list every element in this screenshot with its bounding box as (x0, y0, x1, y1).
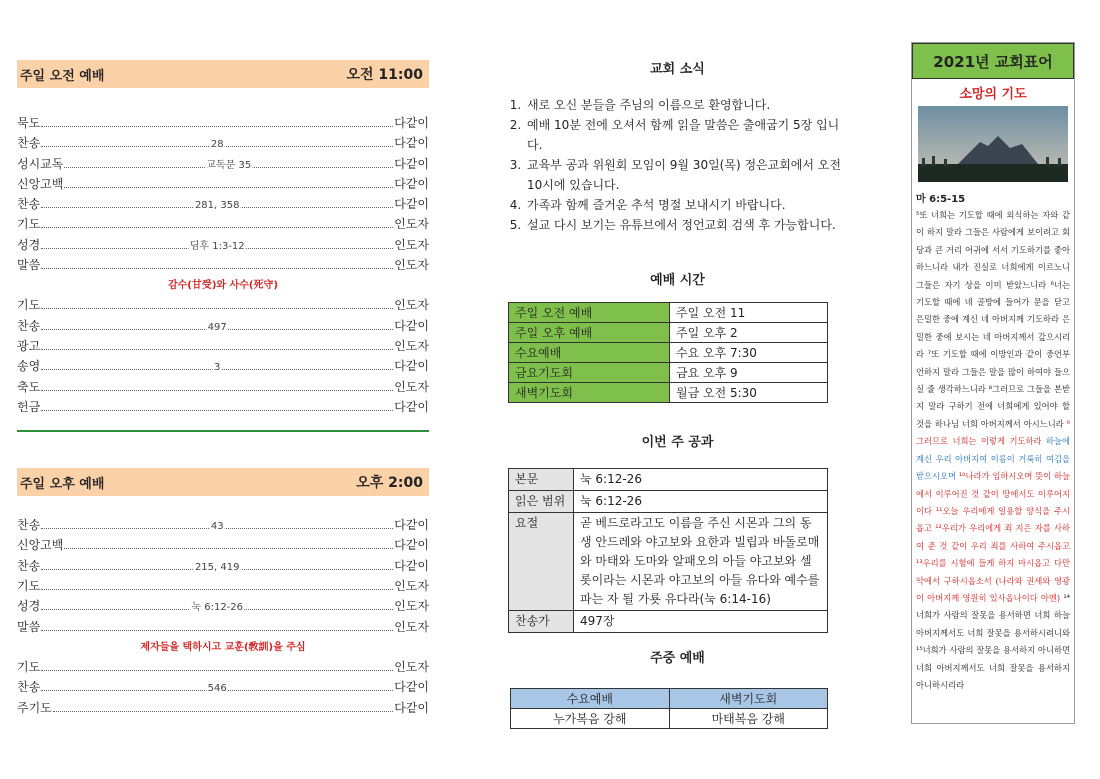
dot-leader (41, 588, 393, 590)
midweek-header-wed: 수요예배 (511, 689, 670, 709)
order-item-name: 찬송 (17, 680, 41, 695)
verse-reference: 마 6:5-15 (916, 194, 966, 205)
verse-segment: ⁹그러므로 너희는 이렇게 기도하라 (916, 418, 1070, 447)
morning-service-time: 오전 11:00 (346, 67, 423, 83)
dot-leader (41, 409, 393, 411)
dot-leader (64, 547, 393, 549)
lesson-value: 눅 6:12-26 (574, 469, 828, 491)
order-row (17, 516, 429, 536)
order-item-leader: 인도자 (394, 258, 429, 273)
order-item-name: 성경 (17, 599, 41, 614)
lesson-row (509, 513, 828, 611)
schedule-time: 금요 오후 9 (670, 363, 828, 383)
lesson-title: 이번 주 공과 (641, 435, 714, 450)
order-row (17, 597, 429, 617)
order-row (17, 678, 429, 698)
order-row (17, 398, 429, 418)
order-item-leader: 다같이 (394, 359, 429, 374)
order-item-detail: 28 (210, 139, 224, 151)
news-item: 1. 새로 오신 분들을 주님의 이름으로 환영합니다. (525, 95, 850, 115)
verse-text (912, 205, 1074, 696)
morning-service-header (17, 60, 429, 88)
order-item-name: 헌금 (17, 399, 41, 414)
schedule-row (509, 363, 828, 383)
news-title: 교회 소식 (650, 62, 705, 77)
news-item: 4. 가족과 함께 즐거운 추석 명절 보내시기 바랍니다. (525, 195, 850, 215)
dot-leader (41, 362, 393, 374)
news-item: 5. 설교 다시 보기는 유튜브에서 정언교회 검색 후 가능합니다. (525, 215, 850, 235)
lesson-label: 요절 (509, 513, 574, 611)
order-item-leader: 다같이 (394, 318, 429, 333)
dot-leader (41, 389, 393, 391)
order-item-detail: 교독문 35 (205, 156, 252, 171)
schedule-time: 수요 오후 7:30 (670, 343, 828, 363)
afternoon-service-time: 오후 2:00 (356, 475, 423, 492)
schedule-service: 금요기도회 (509, 363, 670, 383)
midweek-header-dawn: 새벽기도회 (669, 689, 828, 709)
dot-leader (41, 200, 393, 212)
order-item-leader: 인도자 (394, 599, 429, 614)
schedule-service: 수요예배 (509, 343, 670, 363)
lesson-row (509, 611, 828, 633)
order-item-name: 신앙고백 (17, 176, 64, 191)
order-item-leader: 인도자 (394, 217, 429, 232)
order-item-name: 찬송 (17, 136, 41, 151)
news-item: 3. 교육부 공과 위원회 모임이 9월 30일(목) 정은교회에서 오전 10시에 있습니다. (525, 155, 850, 195)
schedule-service: 주일 오후 예배 (509, 323, 670, 343)
order-item-name: 찬송 (17, 518, 41, 533)
order-item-name: 기도 (17, 217, 41, 232)
lesson-label: 본문 (509, 469, 574, 491)
morning-order-list-2 (17, 296, 429, 418)
order-row (17, 378, 429, 398)
dot-leader (41, 307, 393, 309)
order-item-name: 찬송 (17, 558, 41, 573)
order-item-detail: 281, 358 (194, 200, 240, 212)
schedule-time: 주일 오후 2 (670, 323, 828, 343)
order-item-leader: 다같이 (394, 399, 429, 414)
morning-service-title: 주일 오전 예배 (20, 68, 105, 84)
order-item-name: 주기도 (17, 700, 52, 715)
worship-order-column (17, 60, 429, 719)
dot-leader (41, 240, 393, 252)
order-item-leader: 다같이 (394, 136, 429, 151)
schedule-service: 새벽기도회 (509, 383, 670, 403)
lesson-label: 읽은 범위 (509, 491, 574, 513)
schedule-row (509, 343, 828, 363)
order-row (17, 236, 429, 256)
midweek-table (510, 688, 828, 729)
mountain-image (918, 106, 1068, 182)
morning-order-list (17, 114, 429, 276)
news-list (505, 95, 850, 235)
order-item-leader: 다같이 (394, 116, 429, 130)
order-row (17, 296, 429, 316)
order-item-detail: 497 (207, 321, 227, 333)
dot-leader (41, 226, 393, 228)
order-item-leader: 인도자 (394, 579, 429, 594)
motto-title: 2021년 교회표어 (912, 43, 1074, 79)
order-row (17, 577, 429, 597)
order-item-leader: 다같이 (394, 197, 429, 212)
dot-leader (41, 683, 393, 695)
order-row (17, 175, 429, 195)
order-row (17, 134, 429, 154)
order-row (17, 317, 429, 337)
schedule-row (509, 383, 828, 403)
order-row (17, 337, 429, 357)
order-row (17, 215, 429, 235)
order-item-leader: 다같이 (394, 156, 429, 171)
schedule-row (509, 303, 828, 323)
schedule-time: 주일 오전 11 (670, 303, 828, 323)
order-item-name: 말씀 (17, 619, 41, 634)
order-row (17, 357, 429, 377)
section-divider (17, 430, 429, 432)
lesson-label: 찬송가 (509, 611, 574, 633)
schedule-time: 월금 오전 5:30 (670, 383, 828, 403)
afternoon-service-header (17, 468, 429, 496)
order-row (17, 256, 429, 276)
afternoon-service-title: 주일 오후 예배 (20, 476, 105, 492)
dot-leader (41, 348, 393, 350)
verse-segment: ⁵또 너희는 기도할 때에 외식하는 자와 같이 하지 말라 그들은 사람에게 보이려고 회당과 큰 거리 어귀에 서서 기도하기를 좋아하느니라 내가 진실로 너희에게 이르노니 그들은 자기 상을 이미 받았느니라 ⁶너는 기도할 때에 네 골방에 들어가 문을 닫고 은밀한 중에 계신 네 아버지께 기도하라 은밀한 중에 보시는 네 아버지께서 갚으시리라 ⁷또 기도할 때에 이방인과 같이 중언부언하지 말라 그들은 말을 많이 하여야 들으실 줄 생각하느니라 ⁸그러므로 그들을 본받지 말라 구하기 전에 너희에게 있어야 할 것을 하나님 너희 아버지께서 아시느니라 (916, 210, 1070, 429)
order-row (17, 195, 429, 215)
dot-leader (41, 139, 393, 151)
order-item-name: 광고 (17, 338, 41, 353)
news-column (505, 58, 850, 729)
order-item-name: 기도 (17, 579, 41, 594)
lesson-table (508, 468, 828, 633)
dot-leader (41, 267, 393, 269)
order-item-detail: 43 (210, 521, 224, 533)
order-row (17, 536, 429, 556)
dot-leader (64, 159, 393, 171)
order-item-name: 성경 (17, 237, 41, 252)
order-item-name: 기도 (17, 659, 41, 674)
news-item: 2. 예배 10분 전에 오셔서 함께 읽을 말씀은 출애굽기 5장 입니다. (525, 115, 850, 155)
lesson-value: 곧 베드로라고도 이름을 주신 시몬과 그의 동생 안드레와 야고보와 요한과 빌립과 바돌로매와 마태와 도마와 알패오의 아들 야고보와 셀롯이라는 시몬과 야고보의 아들 유다와 예수를 파는 자 될 가룟 유다라(눅 6:14-16) (574, 513, 828, 611)
order-item-leader: 다같이 (394, 558, 429, 573)
dot-leader (41, 669, 393, 671)
order-row (17, 155, 429, 175)
schedule-table (508, 302, 828, 403)
afternoon-order-list-2 (17, 658, 429, 719)
order-item-leader: 인도자 (394, 379, 429, 394)
lesson-row (509, 469, 828, 491)
dot-leader (53, 710, 393, 712)
schedule-title: 예배 시간 (650, 273, 705, 288)
lesson-row (509, 491, 828, 513)
order-item-leader: 다같이 (394, 700, 429, 715)
order-row (17, 658, 429, 678)
order-item-leader: 다같이 (394, 538, 429, 553)
order-item-name: 축도 (17, 379, 41, 394)
order-item-leader: 다같이 (394, 176, 429, 191)
lesson-value: 497장 (574, 611, 828, 633)
order-row (17, 557, 429, 577)
dot-leader (41, 602, 393, 614)
order-item-leader: 인도자 (394, 338, 429, 353)
order-item-detail: 딤후 1:3-12 (189, 237, 246, 252)
order-item-leader: 인도자 (394, 619, 429, 634)
order-item-name: 신앙고백 (17, 538, 64, 553)
order-item-name: 성시교독 (17, 156, 64, 171)
dot-leader (41, 125, 393, 127)
order-item-name: 묵도 (17, 116, 41, 130)
order-row (17, 699, 429, 719)
order-item-name: 말씀 (17, 258, 41, 273)
afternoon-sermon-title: 제자들을 택하시고 교훈(敎訓)을 주심 (140, 641, 306, 653)
midweek-value-dawn: 마태복음 강해 (669, 709, 828, 729)
order-item-detail: 546 (207, 683, 227, 695)
order-item-leader: 인도자 (394, 659, 429, 674)
order-item-detail: 눅 6:12-26 (190, 598, 244, 613)
dot-leader (64, 186, 393, 188)
verse-segment: ¹⁴너희가 사람의 잘못을 용서하면 너희 하늘 아버지께서도 너희 잘못을 용서하시려니와 ¹⁵너희가 사람의 잘못을 용서하지 아니하면 너희 아버지께서도 너희 잘못을 용서하지 아니하시리라 (916, 592, 1070, 690)
dot-leader (41, 521, 393, 533)
order-item-name: 송영 (17, 359, 41, 374)
verse-segment: 하늘에 계신 우리 아버지여 이름이 거룩히 여김을 받으시오며 (916, 436, 1070, 482)
order-row (17, 618, 429, 638)
order-item-name: 기도 (17, 298, 41, 313)
prayer-title: 소망의 기도 (959, 87, 1027, 102)
order-item-detail: 215, 419 (194, 561, 240, 573)
dot-leader (41, 629, 393, 631)
order-item-leader: 다같이 (394, 680, 429, 695)
morning-sermon-title: 감수(甘受)와 사수(死守) (167, 280, 279, 292)
order-item-name: 찬송 (17, 318, 41, 333)
order-item-detail: 3 (214, 362, 221, 374)
order-item-leader: 인도자 (394, 298, 429, 313)
order-row (17, 114, 429, 134)
afternoon-order-list (17, 516, 429, 638)
verse-segment: ¹⁰나라가 임하시오며 뜻이 하늘에서 이루어진 것 같이 땅에서도 이루어지이다 ¹¹오늘 우리에게 일용할 양식을 주시옵고 ¹²우리가 우리에게 죄 지은 자를 사하여 준 것 같이 우리 죄를 사하여 주시옵고 ¹³우리를 시험에 들게 하지 마시옵고 다만 악에서 구하시옵소서 (나라와 권세와 영광이 아버지께 영원히 있사옵나이다 아멘) (916, 471, 1071, 603)
order-item-leader: 인도자 (394, 237, 429, 252)
schedule-row (509, 323, 828, 343)
motto-column (911, 42, 1075, 724)
lesson-value: 눅 6:12-26 (574, 491, 828, 513)
schedule-service: 주일 오전 예배 (509, 303, 670, 323)
order-item-name: 찬송 (17, 197, 41, 212)
dot-leader (41, 321, 393, 333)
midweek-value-wed: 누가복음 강해 (511, 709, 670, 729)
order-item-leader: 다같이 (394, 518, 429, 533)
midweek-title: 주중 예배 (650, 651, 705, 666)
dot-leader (41, 561, 393, 573)
